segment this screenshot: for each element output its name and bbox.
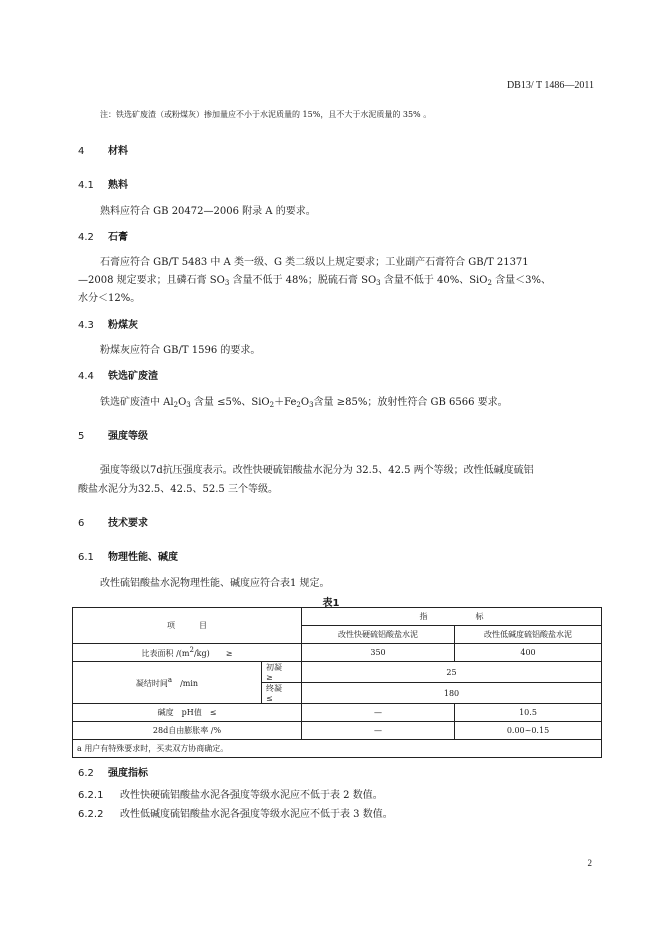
section-title: 强度等级 (108, 431, 148, 442)
row-label: 碱度 pH值 ≤ (73, 704, 302, 722)
cell: 10.5 (455, 704, 602, 722)
section-number: 4.1 (78, 180, 94, 191)
section-4-heading (78, 142, 128, 157)
table-header-row (73, 608, 602, 626)
table-row (73, 644, 602, 662)
header-index: 指 标 (302, 608, 602, 626)
section-5-heading (78, 427, 148, 442)
section-number: 4.3 (78, 320, 94, 331)
section-title: 强度指标 (108, 768, 148, 779)
header-low-alkalinity: 改性低碱度硫铝酸盐水泥 (455, 626, 602, 644)
note-text: 注：铁选矿废渣（或粉煤灰）掺加量应不小于水泥质量的 15%，且不大于水泥质量的 35% 。 (100, 110, 432, 119)
section-number: 6.2.2 (78, 809, 104, 820)
cell: — (302, 722, 455, 740)
section-5-line-2: 酸盐水泥分为32.5、42.5、52.5 三个等级。 (78, 484, 278, 495)
table-row (73, 662, 602, 683)
section-number: 4 (78, 146, 85, 157)
section-4-2-heading (78, 228, 128, 243)
section-4-3-body: 粉煤灰应符合 GB/T 1596 的要求。 (100, 345, 261, 356)
section-6-1-body: 改性硫铝酸盐水泥物理性能、碱度应符合表1 规定。 (100, 578, 330, 589)
section-6-1-heading (78, 548, 178, 563)
section-title: 技术要求 (108, 518, 148, 529)
section-number: 6 (78, 518, 85, 529)
section-number: 4.4 (78, 371, 94, 382)
cell: 180 (302, 683, 602, 704)
cell: 25 (302, 662, 602, 683)
table-row (73, 722, 602, 740)
section-4-2-line-1: 石膏应符合 GB/T 5483 中 A 类一级、G 类二级以上规定要求；工业副产石膏符合 GB/T 21371 (100, 257, 529, 268)
section-4-4-body: 铁选矿废渣中 $Al_2O_3$ 含量 ≤5%、$SiO_2+Fe_2O_3$含量 ≥85%；放射性符合 GB 6566 要求。 (100, 397, 508, 409)
table-1-title: 表1 (322, 598, 340, 609)
section-4-4-heading (78, 367, 158, 382)
clause-text: 改性快硬硫铝酸盐水泥各强度等级水泥应不低于表 2 数值。 (120, 790, 383, 801)
section-title: 铁选矿废渣 (108, 371, 158, 382)
sub-row-label: 初凝 ≥ (262, 662, 302, 683)
section-6-heading (78, 514, 148, 529)
header-rapid-hardening: 改性快硬硫铝酸盐水泥 (302, 626, 455, 644)
section-title: 熟料 (108, 180, 128, 191)
table-1 (72, 607, 602, 758)
table-footnote-row (73, 740, 602, 758)
clause-text: 改性低碱度硫铝酸盐水泥各强度等级水泥应不低于表 3 数值。 (120, 809, 393, 820)
section-4-1-heading (78, 176, 128, 191)
row-label: 比表面积 /(m2/kg) ≥ (73, 644, 302, 662)
cell: — (302, 704, 455, 722)
section-title: 石膏 (108, 232, 128, 243)
section-number: 4.2 (78, 232, 94, 243)
row-label: 28d自由膨胀率 /% (73, 722, 302, 740)
section-4-1-body: 熟料应符合 GB 20472—2006 附录 A 的要求。 (100, 206, 316, 217)
section-4-2-line-3: 水分＜12%。 (78, 293, 141, 304)
table-row (73, 704, 602, 722)
cell: 350 (302, 644, 455, 662)
page-number: 2 (587, 858, 592, 868)
section-title: 材料 (108, 146, 128, 157)
section-title: 粉煤灰 (108, 320, 138, 331)
table-footnote: a 用户有特殊要求时，买卖双方协商确定。 (73, 740, 602, 758)
section-number: 6.2 (78, 768, 94, 779)
section-number: 6.1 (78, 552, 94, 563)
section-6-2-heading (78, 764, 148, 779)
section-4-2-line-2: —2008 规定要求；且磷石膏 $SO_3$ 含量不低于 48%；脱硫石膏 $SO_3$ 含量不低于 40%、SiO$_2$ 含量＜3%、 (78, 275, 551, 287)
section-number: 6.2.1 (78, 790, 104, 801)
section-6-2-1 (78, 786, 383, 801)
section-4-3-heading (78, 316, 138, 331)
section-6-2-2 (78, 805, 393, 820)
section-title: 物理性能、碱度 (108, 552, 178, 563)
header-item: 项 目 (73, 608, 302, 644)
row-label: 凝结时间a /min (73, 662, 262, 704)
cell: 0.00~0.15 (455, 722, 602, 740)
document-code: DB13/ T 1486—2011 (506, 80, 594, 91)
section-5-line-1: 强度等级以7d抗压强度表示。改性快硬硫铝酸盐水泥分为 32.5、42.5 两个等级；改性低碱度硫铝 (100, 465, 534, 476)
cell: 400 (455, 644, 602, 662)
sub-row-label: 终凝 ≤ (262, 683, 302, 704)
section-number: 5 (78, 431, 85, 442)
